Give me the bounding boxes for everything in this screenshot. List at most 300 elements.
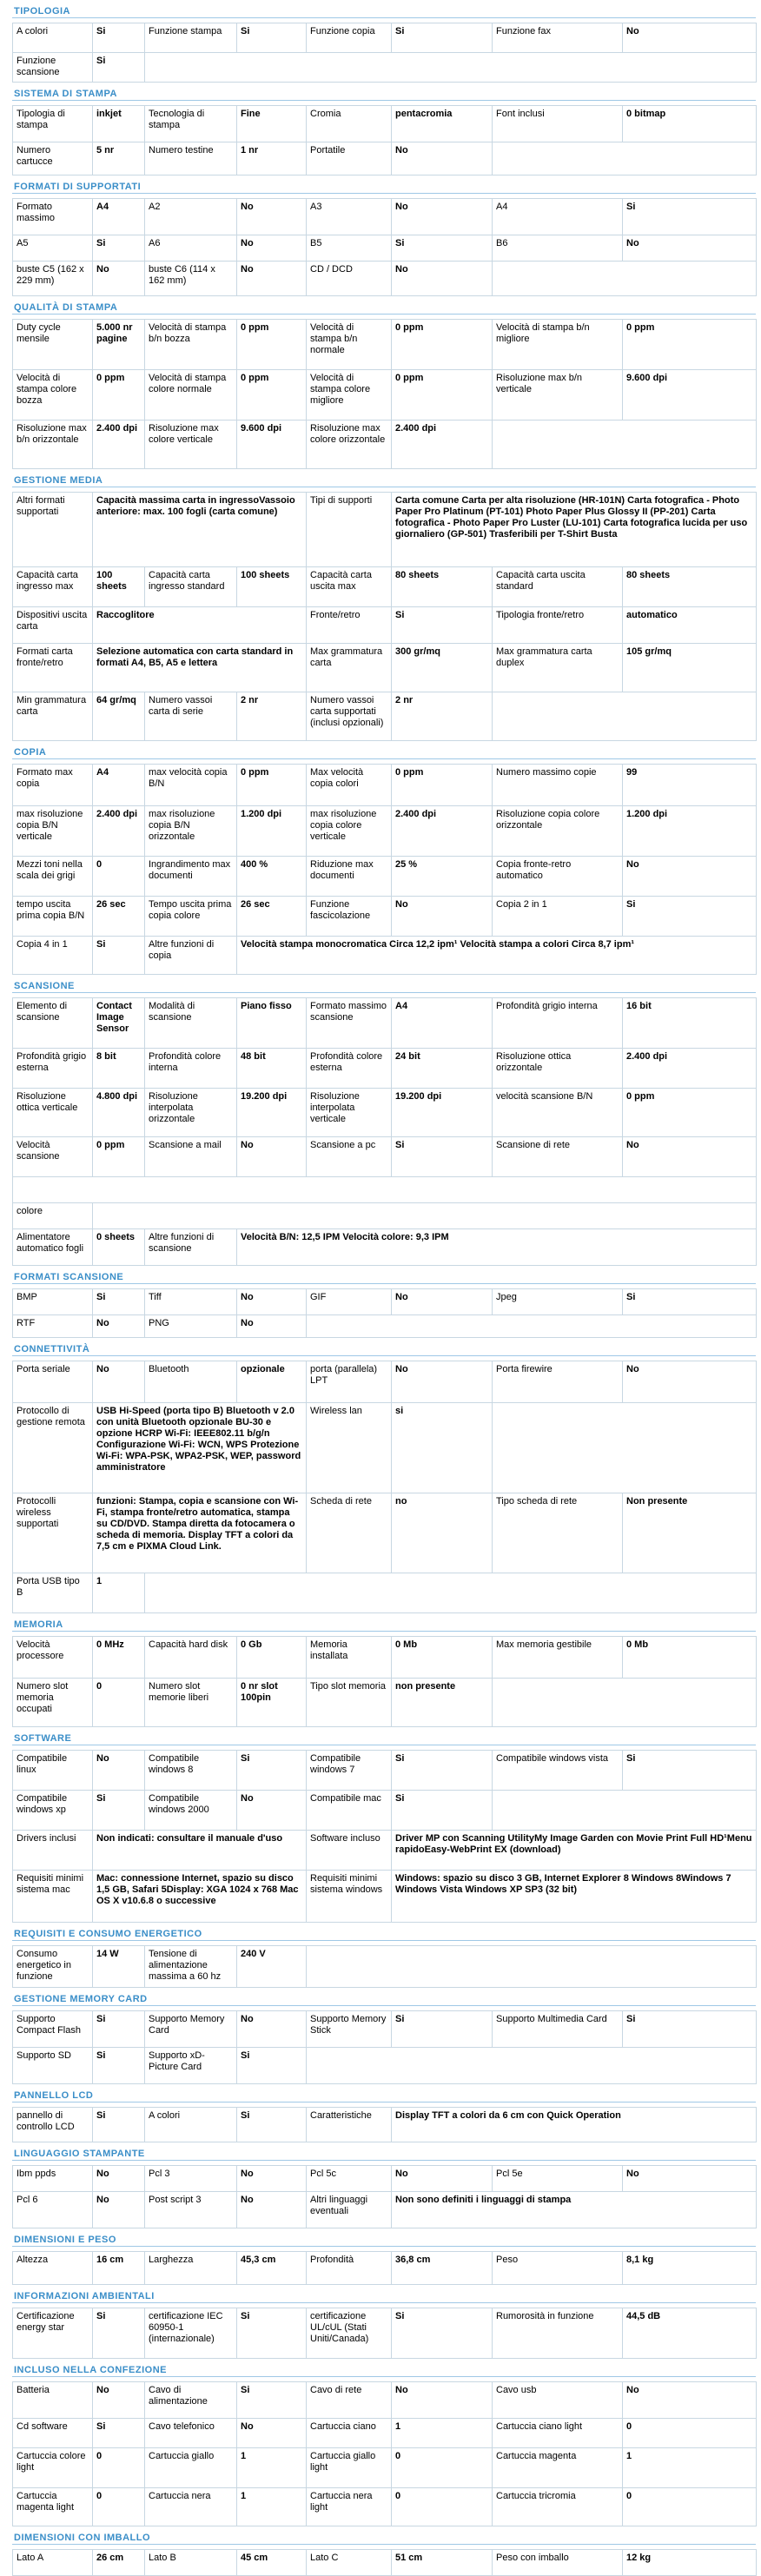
spec-label: Memoria installata — [307, 1637, 392, 1679]
spec-table-formati-scansione — [12, 1288, 757, 1338]
spec-label: Altre funzioni di copia — [145, 937, 237, 975]
spec-value: No — [392, 262, 493, 296]
table-row — [13, 806, 757, 857]
spec-value: Raccoglitore — [93, 607, 307, 644]
spec-value: 1.200 dpi — [623, 806, 757, 857]
spec-label: Pcl 3 — [145, 2166, 237, 2192]
spec-value: 0 — [623, 2419, 757, 2448]
section-heading-formati-di-supportati: FORMATI DI SUPPORTATI — [12, 181, 756, 194]
section-heading-dimensioni-con-imballo: DIMENSIONI CON IMBALLO — [12, 2532, 756, 2545]
spec-value: No — [623, 857, 757, 897]
spec-value: 1 nr — [237, 142, 307, 175]
table-row — [13, 2192, 757, 2228]
table-row — [13, 1493, 757, 1573]
spec-table-memoria — [12, 1636, 757, 1727]
spec-label: Risoluzione max b/n verticale — [493, 370, 623, 421]
spec-label: B6 — [493, 235, 623, 262]
table-row — [13, 2488, 757, 2526]
spec-label: Cartuccia nera — [145, 2488, 237, 2526]
spec-label: Tiff — [145, 1289, 237, 1315]
spec-label: CD / DCD — [307, 262, 392, 296]
spec-label: Numero testine — [145, 142, 237, 175]
spec-table-tipologia — [12, 23, 757, 83]
spec-label: Cartuccia colore light — [13, 2448, 93, 2488]
spec-label: Ibm ppds — [13, 2166, 93, 2192]
spec-label: Tensione di alimentazione massima a 60 hz — [145, 1946, 237, 1988]
table-row — [13, 1315, 757, 1338]
spec-label: Cromia — [307, 106, 392, 142]
spec-value: Si — [237, 2048, 307, 2084]
spec-value: 9.600 dpi — [623, 370, 757, 421]
table-row — [13, 607, 757, 644]
spec-label: Compatibile linux — [13, 1751, 93, 1791]
spec-label: Numero cartucce — [13, 142, 93, 175]
spec-value: 64 gr/mq — [93, 692, 145, 741]
spec-value: No — [237, 199, 307, 235]
spec-value: No — [623, 1361, 757, 1403]
spec-label: Tipo scheda di rete — [493, 1493, 623, 1573]
spec-label: Font inclusi — [493, 106, 623, 142]
spec-label: Velocità scansione — [13, 1137, 93, 1177]
spec-value: 1 — [237, 2488, 307, 2526]
spec-label: A colori — [145, 2108, 237, 2142]
spec-value: 0 ppm — [93, 370, 145, 421]
spec-label: Funzione scansione — [13, 53, 93, 83]
spec-label: buste C6 (114 x 162 mm) — [145, 262, 237, 296]
spec-label: Profondità grigio esterna — [13, 1049, 93, 1089]
spec-label: Protocolli wireless supportati — [13, 1493, 93, 1573]
spec-value: No — [623, 235, 757, 262]
table-row — [13, 998, 757, 1049]
table-row — [13, 2550, 757, 2576]
spec-value: 5 nr — [93, 142, 145, 175]
spec-value: Display TFT a colori da 6 cm con Quick Operation — [392, 2108, 757, 2142]
spec-label: Tipi di supporti — [307, 493, 392, 567]
spec-label: Profondità — [307, 2252, 392, 2285]
spec-value: Si — [93, 23, 145, 53]
section-heading-incluso-nella-confezione: INCLUSO NELLA CONFEZIONE — [12, 2364, 756, 2377]
empty-cell — [307, 2048, 757, 2084]
spec-value: No — [93, 2166, 145, 2192]
spec-label: Peso con imballo — [493, 2550, 623, 2576]
spec-label: Supporto Compact Flash — [13, 2011, 93, 2048]
section-heading-connettivita: CONNETTIVITÀ — [12, 1343, 756, 1356]
spec-label: Supporto xD-Picture Card — [145, 2048, 237, 2084]
spec-label: Velocità di stampa b/n bozza — [145, 320, 237, 370]
spec-label: Ingrandimento max documenti — [145, 857, 237, 897]
spec-table-copia — [12, 764, 757, 975]
spec-value: Non presente — [623, 1493, 757, 1573]
spec-label: Max memoria gestibile — [493, 1637, 623, 1679]
spec-value: Si — [237, 2308, 307, 2359]
spec-label: Capacità carta ingresso standard — [145, 567, 237, 607]
spec-value: Si — [623, 1289, 757, 1315]
table-row — [13, 1177, 757, 1203]
spec-value: 26 sec — [93, 897, 145, 937]
spec-label: Jpeg — [493, 1289, 623, 1315]
spec-value: no — [392, 1493, 493, 1573]
spec-value: 1 — [237, 2448, 307, 2488]
table-row — [13, 857, 757, 897]
spec-label: Velocità di stampa b/n migliore — [493, 320, 623, 370]
spec-label: Porta seriale — [13, 1361, 93, 1403]
spec-value: A4 — [93, 765, 145, 806]
spec-value: 2.400 dpi — [93, 421, 145, 469]
spec-value: No — [623, 2382, 757, 2419]
spec-value: No — [392, 1361, 493, 1403]
spec-label: Numero vassoi carta supportati (inclusi opzionali) — [307, 692, 392, 741]
spec-value: 0 ppm — [237, 370, 307, 421]
spec-value: Si — [392, 1751, 493, 1791]
spec-label: Risoluzione max colore orizzontale — [307, 421, 392, 469]
spec-label: Max grammatura carta duplex — [493, 644, 623, 692]
spec-value: 2.400 dpi — [392, 421, 493, 469]
section-heading-gestione-memory-card: GESTIONE MEMORY CARD — [12, 1993, 756, 2006]
spec-value: 36,8 cm — [392, 2252, 493, 2285]
spec-value: Driver MP con Scanning UtilityMy Image Garden con Movie Print Full HD¹Menu rapidoEasy-WebPrint EX (download) — [392, 1831, 757, 1871]
table-row — [13, 1137, 757, 1177]
table-row — [13, 1637, 757, 1679]
table-row — [13, 2048, 757, 2084]
spec-value: 1 — [392, 2419, 493, 2448]
spec-label: Porta firewire — [493, 1361, 623, 1403]
spec-value: 0 ppm — [392, 765, 493, 806]
spec-label: Post script 3 — [145, 2192, 237, 2228]
spec-value: A4 — [93, 199, 145, 235]
spec-value: 100 sheets — [237, 567, 307, 607]
table-row — [13, 199, 757, 235]
spec-value: No — [237, 262, 307, 296]
spec-value: Piano fisso — [237, 998, 307, 1049]
spec-table-qualita-di-stampa — [12, 319, 757, 469]
spec-label: Capacità carta ingresso max — [13, 567, 93, 607]
table-row — [13, 1831, 757, 1871]
spec-label: Tempo uscita prima copia colore — [145, 897, 237, 937]
section-heading-pannello-lcd: PANNELLO LCD — [12, 2089, 756, 2103]
spec-label: Compatibile mac — [307, 1791, 392, 1831]
spec-value: No — [93, 262, 145, 296]
spec-label: Lato B — [145, 2550, 237, 2576]
spec-value: 26 sec — [237, 897, 307, 937]
spec-label: pannello di controllo LCD — [13, 2108, 93, 2142]
spec-value: Si — [93, 2419, 145, 2448]
spec-value: Si — [392, 23, 493, 53]
section-heading-informazioni-ambientali: INFORMAZIONI AMBIENTALI — [12, 2290, 756, 2303]
spec-value: Si — [623, 897, 757, 937]
spec-value: No — [392, 2382, 493, 2419]
table-row — [13, 692, 757, 741]
spec-sheet — [0, 5, 761, 2576]
spec-table-dimensioni-e-peso — [12, 2251, 757, 2285]
spec-label: Tipo slot memoria — [307, 1679, 392, 1727]
spec-table-gestione-media — [12, 492, 757, 741]
spec-label: Funzione fascicolazione — [307, 897, 392, 937]
spec-label: Tipologia fronte/retro — [493, 607, 623, 644]
spec-label: Requisiti minimi sistema windows — [307, 1871, 392, 1923]
table-row — [13, 1871, 757, 1923]
spec-label: Velocità di stampa b/n normale — [307, 320, 392, 370]
spec-value: 8 bit — [93, 1049, 145, 1089]
spec-value: 100 sheets — [93, 567, 145, 607]
section-heading-sistema-di-stampa: SISTEMA DI STAMPA — [12, 88, 756, 101]
spec-value: Si — [237, 2108, 307, 2142]
spec-label: Compatibile windows vista — [493, 1751, 623, 1791]
spec-label: Risoluzione ottica orizzontale — [493, 1049, 623, 1089]
spec-value: 1 — [93, 1573, 145, 1613]
spec-label: tempo uscita prima copia B/N — [13, 897, 93, 937]
table-row — [13, 937, 757, 975]
spec-label: Pcl 5c — [307, 2166, 392, 2192]
spec-value: Non indicati: consultare il manuale d'uso — [93, 1831, 307, 1871]
spec-table-sistema-di-stampa — [12, 105, 757, 175]
spec-label: Larghezza — [145, 2252, 237, 2285]
spec-value: 2 nr — [237, 692, 307, 741]
spec-label: Mezzi toni nella scala dei grigi — [13, 857, 93, 897]
spec-value: No — [392, 199, 493, 235]
spec-value: No — [237, 1137, 307, 1177]
spec-label: Risoluzione ottica verticale — [13, 1089, 93, 1137]
empty-cell — [145, 1573, 757, 1613]
spec-value: 0 Mb — [392, 1637, 493, 1679]
spec-label: Alimentatore automatico fogli — [13, 1229, 93, 1266]
spec-value: Windows: spazio su disco 3 GB, Internet Explorer 8 Windows 8Windows 7 Windows Vista Windows XP SP3 (32 bit) — [392, 1871, 757, 1923]
spec-label: Fronte/retro — [307, 607, 392, 644]
spec-value: Non sono definiti i linguaggi di stampa — [392, 2192, 757, 2228]
spec-label: Supporto SD — [13, 2048, 93, 2084]
spec-value: Capacità massima carta in ingressoVassoio anteriore: max. 100 fogli (carta comune) — [93, 493, 307, 567]
empty-cell — [13, 1177, 757, 1203]
spec-value: 0 Mb — [623, 1637, 757, 1679]
spec-table-requisiti-e-consumo-energetico — [12, 1945, 757, 1988]
spec-label: Cartuccia giallo — [145, 2448, 237, 2488]
spec-value: 80 sheets — [623, 567, 757, 607]
section-heading-qualita-di-stampa: QUALITÀ DI STAMPA — [12, 301, 756, 315]
spec-value: 8,1 kg — [623, 2252, 757, 2285]
spec-value: Si — [93, 1289, 145, 1315]
spec-label: Max grammatura carta — [307, 644, 392, 692]
table-row — [13, 2419, 757, 2448]
spec-value: 51 cm — [392, 2550, 493, 2576]
spec-label: Cartuccia tricromia — [493, 2488, 623, 2526]
spec-value: Si — [93, 2308, 145, 2359]
spec-value: Si — [392, 607, 493, 644]
spec-value: Si — [237, 23, 307, 53]
spec-value: 1 — [623, 2448, 757, 2488]
spec-value: 19.200 dpi — [392, 1089, 493, 1137]
spec-label: Velocità di stampa colore migliore — [307, 370, 392, 421]
spec-value: 26 cm — [93, 2550, 145, 2576]
spec-label: Numero slot memorie liberi — [145, 1679, 237, 1727]
spec-value: si — [392, 1403, 493, 1493]
spec-label: Portatile — [307, 142, 392, 175]
spec-label: Profondità grigio interna — [493, 998, 623, 1049]
spec-value: Si — [623, 199, 757, 235]
spec-value: 80 sheets — [392, 567, 493, 607]
spec-label: Velocità processore — [13, 1637, 93, 1679]
spec-label: A5 — [13, 235, 93, 262]
spec-label: colore — [13, 1203, 93, 1229]
spec-value: 0 bitmap — [623, 106, 757, 142]
spec-label: B5 — [307, 235, 392, 262]
spec-label: Lato A — [13, 2550, 93, 2576]
spec-label: Peso — [493, 2252, 623, 2285]
spec-label: Copia fronte-retro automatico — [493, 857, 623, 897]
spec-label: Caratteristiche — [307, 2108, 392, 2142]
spec-label: Altri linguaggi eventuali — [307, 2192, 392, 2228]
spec-value: Si — [623, 1751, 757, 1791]
spec-label: Risoluzione interpolata orizzontale — [145, 1089, 237, 1137]
spec-value: 24 bit — [392, 1049, 493, 1089]
table-row — [13, 2166, 757, 2192]
spec-label: Drivers inclusi — [13, 1831, 93, 1871]
spec-value: Si — [237, 1751, 307, 1791]
spec-value: 0 ppm — [237, 320, 307, 370]
spec-label: Scansione a pc — [307, 1137, 392, 1177]
table-row — [13, 765, 757, 806]
table-row — [13, 2448, 757, 2488]
spec-value: Si — [392, 1137, 493, 1177]
spec-value: 400 % — [237, 857, 307, 897]
table-row — [13, 2011, 757, 2048]
spec-value: No — [237, 1791, 307, 1831]
spec-label: Funzione copia — [307, 23, 392, 53]
spec-label: Consumo energetico in funzione — [13, 1946, 93, 1988]
table-row — [13, 235, 757, 262]
spec-label: Min grammatura carta — [13, 692, 93, 741]
table-row — [13, 1403, 757, 1493]
spec-value: No — [93, 1361, 145, 1403]
spec-value: No — [93, 1751, 145, 1791]
spec-label: PNG — [145, 1315, 237, 1338]
spec-value: No — [623, 23, 757, 53]
spec-label: Protocollo di gestione remota — [13, 1403, 93, 1493]
spec-table-scansione — [12, 997, 757, 1266]
table-row — [13, 370, 757, 421]
spec-label: Risoluzione interpolata verticale — [307, 1089, 392, 1137]
table-row — [13, 897, 757, 937]
spec-label: Software incluso — [307, 1831, 392, 1871]
spec-value: Fine — [237, 106, 307, 142]
table-row — [13, 493, 757, 567]
section-heading-formati-scansione: FORMATI SCANSIONE — [12, 1271, 756, 1284]
spec-value: No — [237, 2011, 307, 2048]
spec-label: Numero massimo copie — [493, 765, 623, 806]
spec-value: Si — [93, 937, 145, 975]
spec-label: Duty cycle mensile — [13, 320, 93, 370]
spec-label: Copia 2 in 1 — [493, 897, 623, 937]
table-row — [13, 1573, 757, 1613]
spec-label: Formato max copia — [13, 765, 93, 806]
spec-label: Cavo di rete — [307, 2382, 392, 2419]
spec-label: Cartuccia magenta light — [13, 2488, 93, 2526]
table-row — [13, 1946, 757, 1988]
spec-label: Cartuccia nera light — [307, 2488, 392, 2526]
spec-value: 1.200 dpi — [237, 806, 307, 857]
empty-cell — [493, 1679, 757, 1727]
spec-label: max risoluzione copia colore verticale — [307, 806, 392, 857]
spec-value: 44,5 dB — [623, 2308, 757, 2359]
spec-value: 14 W — [93, 1946, 145, 1988]
table-row — [13, 262, 757, 296]
spec-label: max risoluzione copia B/N orizzontale — [145, 806, 237, 857]
spec-label: A2 — [145, 199, 237, 235]
spec-label: Riduzione max documenti — [307, 857, 392, 897]
spec-label: Altri formati supportati — [13, 493, 93, 567]
spec-value: No — [237, 2166, 307, 2192]
table-row — [13, 1289, 757, 1315]
spec-label: Profondità colore interna — [145, 1049, 237, 1089]
table-row — [13, 567, 757, 607]
spec-value: Selezione automatica con carta standard in formati A4, B5, A5 e lettera — [93, 644, 307, 692]
spec-value: Velocità B/N: 12,5 IPM Velocità colore: 9,3 IPM — [237, 1229, 757, 1266]
spec-value: No — [392, 1289, 493, 1315]
spec-label: max velocità copia B/N — [145, 765, 237, 806]
spec-value: 16 cm — [93, 2252, 145, 2285]
spec-value: 16 bit — [623, 998, 757, 1049]
section-heading-requisiti-e-consumo-energetico: REQUISITI E CONSUMO ENERGETICO — [12, 1928, 756, 1941]
spec-label: Funzione stampa — [145, 23, 237, 53]
spec-value: 45 cm — [237, 2550, 307, 2576]
table-row — [13, 1229, 757, 1266]
spec-label: Compatibile windows 7 — [307, 1751, 392, 1791]
spec-value: No — [93, 1315, 145, 1338]
table-row — [13, 1203, 757, 1229]
spec-label: A6 — [145, 235, 237, 262]
spec-label: Velocità di stampa colore bozza — [13, 370, 93, 421]
empty-cell — [493, 1403, 757, 1493]
spec-label: Cartuccia ciano light — [493, 2419, 623, 2448]
spec-value: 105 gr/mq — [623, 644, 757, 692]
empty-cell — [493, 1791, 757, 1831]
spec-label: Capacità carta uscita standard — [493, 567, 623, 607]
spec-label: Altezza — [13, 2252, 93, 2285]
spec-value: 2.400 dpi — [93, 806, 145, 857]
spec-label: Funzione fax — [493, 23, 623, 53]
spec-value: opzionale — [237, 1361, 307, 1403]
spec-value: Si — [392, 1791, 493, 1831]
spec-value: No — [237, 1289, 307, 1315]
spec-value: 0 — [93, 2448, 145, 2488]
spec-value: 0 sheets — [93, 1229, 145, 1266]
spec-label: A3 — [307, 199, 392, 235]
spec-label: Requisiti minimi sistema mac — [13, 1871, 93, 1923]
spec-label: Elemento di scansione — [13, 998, 93, 1049]
spec-value: No — [392, 142, 493, 175]
spec-label: Velocità di stampa colore normale — [145, 370, 237, 421]
spec-label: Formati carta fronte/retro — [13, 644, 93, 692]
spec-value: No — [237, 2192, 307, 2228]
spec-value: 0 — [93, 2488, 145, 2526]
spec-value: Si — [392, 235, 493, 262]
spec-value: Si — [93, 1791, 145, 1831]
spec-value: 0 nr slot 100pin — [237, 1679, 307, 1727]
spec-label: Numero vassoi carta di serie — [145, 692, 237, 741]
spec-label: A4 — [493, 199, 623, 235]
spec-label: Cavo telefonico — [145, 2419, 237, 2448]
spec-value: Si — [93, 53, 145, 83]
table-row — [13, 23, 757, 53]
spec-label: Supporto Memory Stick — [307, 2011, 392, 2048]
spec-value: Si — [93, 235, 145, 262]
spec-label: Cavo usb — [493, 2382, 623, 2419]
empty-cell — [145, 53, 757, 83]
empty-cell — [93, 1203, 757, 1229]
spec-label: Numero slot memoria occupati — [13, 1679, 93, 1727]
table-row — [13, 2108, 757, 2142]
spec-label: Supporto Multimedia Card — [493, 2011, 623, 2048]
spec-label: Certificazione energy star — [13, 2308, 93, 2359]
spec-label: GIF — [307, 1289, 392, 1315]
